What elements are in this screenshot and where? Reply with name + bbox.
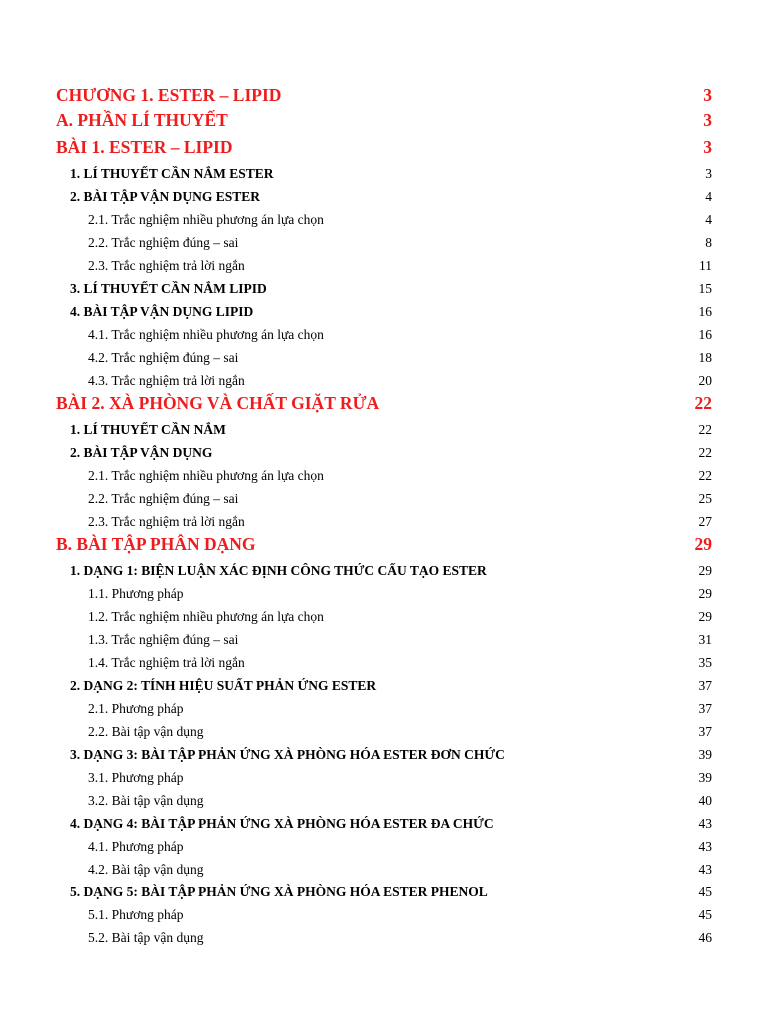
toc-entry-title: 3.2. Bài tập vận dụng bbox=[88, 793, 204, 808]
toc-entry-level-2[interactable] bbox=[70, 747, 712, 765]
toc-entry-page-number: 18 bbox=[698, 350, 712, 365]
toc-entry-level-3[interactable] bbox=[88, 862, 712, 880]
toc-entry-page-number: 3 bbox=[703, 137, 712, 157]
toc-entry-title: 4. BÀI TẬP VẬN DỤNG LIPID bbox=[70, 304, 254, 319]
toc-entry-level-1[interactable] bbox=[56, 137, 712, 159]
toc-entry-page-number: 37 bbox=[698, 678, 712, 693]
toc-entry-level-2[interactable] bbox=[70, 189, 712, 207]
toc-entry-level-2[interactable] bbox=[70, 445, 712, 463]
toc-entry-level-2[interactable] bbox=[70, 281, 712, 299]
toc-entry-level-1[interactable] bbox=[56, 534, 712, 556]
toc-entry-level-3[interactable] bbox=[88, 655, 712, 673]
toc-entry-title: 1.3. Trắc nghiệm đúng – sai bbox=[88, 632, 239, 647]
toc-entry-title: 4.1. Trắc nghiệm nhiều phương án lựa chọn bbox=[88, 327, 324, 342]
toc-entry-level-2[interactable] bbox=[70, 884, 712, 902]
toc-entry-level-3[interactable] bbox=[88, 235, 712, 253]
toc-entry-page-number: 29 bbox=[698, 609, 712, 624]
toc-entry-title: 3. DẠNG 3: BÀI TẬP PHẢN ỨNG XÀ PHÒNG HÓA ESTER ĐƠN CHỨC bbox=[70, 747, 505, 762]
toc-entry-level-3[interactable] bbox=[88, 468, 712, 486]
toc-entry-title: 2.2. Trắc nghiệm đúng – sai bbox=[88, 235, 239, 250]
toc-entry-title: 2.1. Trắc nghiệm nhiều phương án lựa chọn bbox=[88, 468, 324, 483]
toc-entry-title: 2.2. Bài tập vận dụng bbox=[88, 724, 204, 739]
toc-entry-level-3[interactable] bbox=[88, 632, 712, 650]
toc-entry-title: BÀI 1. ESTER – LIPID bbox=[56, 137, 233, 157]
toc-entry-page-number: 3 bbox=[703, 110, 712, 130]
toc-entry-title: 4.2. Trắc nghiệm đúng – sai bbox=[88, 350, 239, 365]
toc-entry-level-1[interactable] bbox=[56, 110, 712, 132]
toc-entry-page-number: 11 bbox=[699, 258, 712, 273]
toc-entry-title: 1.2. Trắc nghiệm nhiều phương án lựa chọn bbox=[88, 609, 324, 624]
toc-entry-level-3[interactable] bbox=[88, 907, 712, 925]
toc-entry-title: 2.3. Trắc nghiệm trả lời ngắn bbox=[88, 258, 245, 273]
toc-entry-title: 2. DẠNG 2: TÍNH HIỆU SUẤT PHẢN ỨNG ESTER bbox=[70, 678, 377, 693]
toc-entry-page-number: 8 bbox=[705, 235, 712, 250]
toc-entry-page-number: 37 bbox=[698, 724, 712, 739]
toc-entry-level-3[interactable] bbox=[88, 839, 712, 857]
toc-entry-title: 1.4. Trắc nghiệm trả lời ngắn bbox=[88, 655, 245, 670]
toc-entry-title: B. BÀI TẬP PHÂN DẠNG bbox=[56, 534, 256, 554]
toc-entry-title: 2.1. Phương pháp bbox=[88, 701, 184, 716]
toc-entry-title: 1.1. Phương pháp bbox=[88, 586, 184, 601]
toc-entry-title: BÀI 2. XÀ PHÒNG VÀ CHẤT GIẶT RỬA bbox=[56, 393, 380, 413]
toc-entry-page-number: 43 bbox=[698, 862, 712, 877]
toc-entry-level-3[interactable] bbox=[88, 327, 712, 345]
toc-entry-title: 5. DẠNG 5: BÀI TẬP PHẢN ỨNG XÀ PHÒNG HÓA ESTER PHENOL bbox=[70, 884, 488, 899]
toc-entry-page-number: 4 bbox=[705, 212, 712, 227]
toc-entry-level-3[interactable] bbox=[88, 701, 712, 719]
toc-entry-page-number: 22 bbox=[694, 393, 712, 413]
toc-entry-title: 1. LÍ THUYẾT CẦN NẮM ESTER bbox=[70, 166, 274, 181]
toc-entry-page-number: 40 bbox=[698, 793, 712, 808]
toc-entry-page-number: 31 bbox=[698, 632, 712, 647]
toc-entry-title: 4. DẠNG 4: BÀI TẬP PHẢN ỨNG XÀ PHÒNG HÓA ESTER ĐA CHỨC bbox=[70, 816, 494, 831]
toc-entry-level-3[interactable] bbox=[88, 793, 712, 811]
toc-entry-page-number: 22 bbox=[698, 468, 712, 483]
toc-entry-page-number: 29 bbox=[698, 563, 712, 578]
toc-entry-level-3[interactable] bbox=[88, 586, 712, 604]
toc-entry-level-2[interactable] bbox=[70, 166, 712, 184]
toc-entry-title: 5.2. Bài tập vận dụng bbox=[88, 930, 204, 945]
toc-entry-level-3[interactable] bbox=[88, 930, 712, 948]
toc-entry-page-number: 27 bbox=[698, 514, 712, 529]
toc-entry-page-number: 16 bbox=[698, 327, 712, 342]
toc-entry-page-number: 45 bbox=[698, 907, 712, 922]
toc-entry-level-2[interactable] bbox=[70, 678, 712, 696]
toc-entry-title: CHƯƠNG 1. ESTER – LIPID bbox=[56, 85, 282, 105]
toc-entry-page-number: 20 bbox=[698, 373, 712, 388]
toc-entry-level-1[interactable] bbox=[56, 393, 712, 415]
toc-entry-page-number: 39 bbox=[698, 747, 712, 762]
toc-entry-page-number: 15 bbox=[698, 281, 712, 296]
toc-entry-level-2[interactable] bbox=[70, 422, 712, 440]
toc-entry-title: 4.1. Phương pháp bbox=[88, 839, 184, 854]
toc-entry-level-3[interactable] bbox=[88, 491, 712, 509]
toc-entry-title: 2.1. Trắc nghiệm nhiều phương án lựa chọn bbox=[88, 212, 324, 227]
toc-entry-page-number: 25 bbox=[698, 491, 712, 506]
toc-entry-title: 2.3. Trắc nghiệm trả lời ngắn bbox=[88, 514, 245, 529]
toc-entry-level-3[interactable] bbox=[88, 350, 712, 368]
toc-entry-page-number: 22 bbox=[698, 445, 712, 460]
toc-entry-title: 2.2. Trắc nghiệm đúng – sai bbox=[88, 491, 239, 506]
toc-entry-page-number: 39 bbox=[698, 770, 712, 785]
toc-entry-page-number: 4 bbox=[705, 189, 712, 204]
toc-entry-title: 3.1. Phương pháp bbox=[88, 770, 184, 785]
toc-entry-title: 5.1. Phương pháp bbox=[88, 907, 184, 922]
toc-entry-title: A. PHẦN LÍ THUYẾT bbox=[56, 110, 228, 130]
toc-entry-level-2[interactable] bbox=[70, 563, 712, 581]
toc-entry-level-3[interactable] bbox=[88, 514, 712, 532]
toc-entry-title: 4.3. Trắc nghiệm trả lời ngắn bbox=[88, 373, 245, 388]
toc-entry-level-3[interactable] bbox=[88, 609, 712, 627]
toc-entry-title: 2. BÀI TẬP VẬN DỤNG bbox=[70, 445, 213, 460]
toc-entry-page-number: 3 bbox=[705, 166, 712, 181]
toc-entry-level-3[interactable] bbox=[88, 212, 712, 230]
toc-entry-page-number: 16 bbox=[698, 304, 712, 319]
toc-entry-level-2[interactable] bbox=[70, 816, 712, 834]
toc-entry-title: 1. LÍ THUYẾT CẦN NẮM bbox=[70, 422, 226, 437]
toc-entry-page-number: 35 bbox=[698, 655, 712, 670]
toc-entry-page-number: 46 bbox=[698, 930, 712, 945]
toc-entry-page-number: 45 bbox=[698, 884, 712, 899]
toc-entry-page-number: 37 bbox=[698, 701, 712, 716]
toc-entry-page-number: 29 bbox=[694, 534, 712, 554]
toc-entry-page-number: 43 bbox=[698, 839, 712, 854]
toc-entry-level-3[interactable] bbox=[88, 724, 712, 742]
toc-entry-page-number: 29 bbox=[698, 586, 712, 601]
toc-entry-page-number: 43 bbox=[698, 816, 712, 831]
toc-entry-level-1[interactable] bbox=[56, 85, 712, 107]
toc-entry-page-number: 22 bbox=[698, 422, 712, 437]
toc-entry-level-3[interactable] bbox=[88, 258, 712, 276]
toc-entry-title: 3. LÍ THUYẾT CẦN NẮM LIPID bbox=[70, 281, 267, 296]
toc-entry-level-3[interactable] bbox=[88, 770, 712, 788]
toc-entry-title: 1. DẠNG 1: BIỆN LUẬN XÁC ĐỊNH CÔNG THỨC CẤU TẠO ESTER bbox=[70, 563, 487, 578]
toc-entry-page-number: 3 bbox=[703, 85, 712, 105]
toc-entry-title: 2. BÀI TẬP VẬN DỤNG ESTER bbox=[70, 189, 261, 204]
toc-entry-level-2[interactable] bbox=[70, 304, 712, 322]
toc-entry-level-3[interactable] bbox=[88, 373, 712, 391]
toc-entry-title: 4.2. Bài tập vận dụng bbox=[88, 862, 204, 877]
